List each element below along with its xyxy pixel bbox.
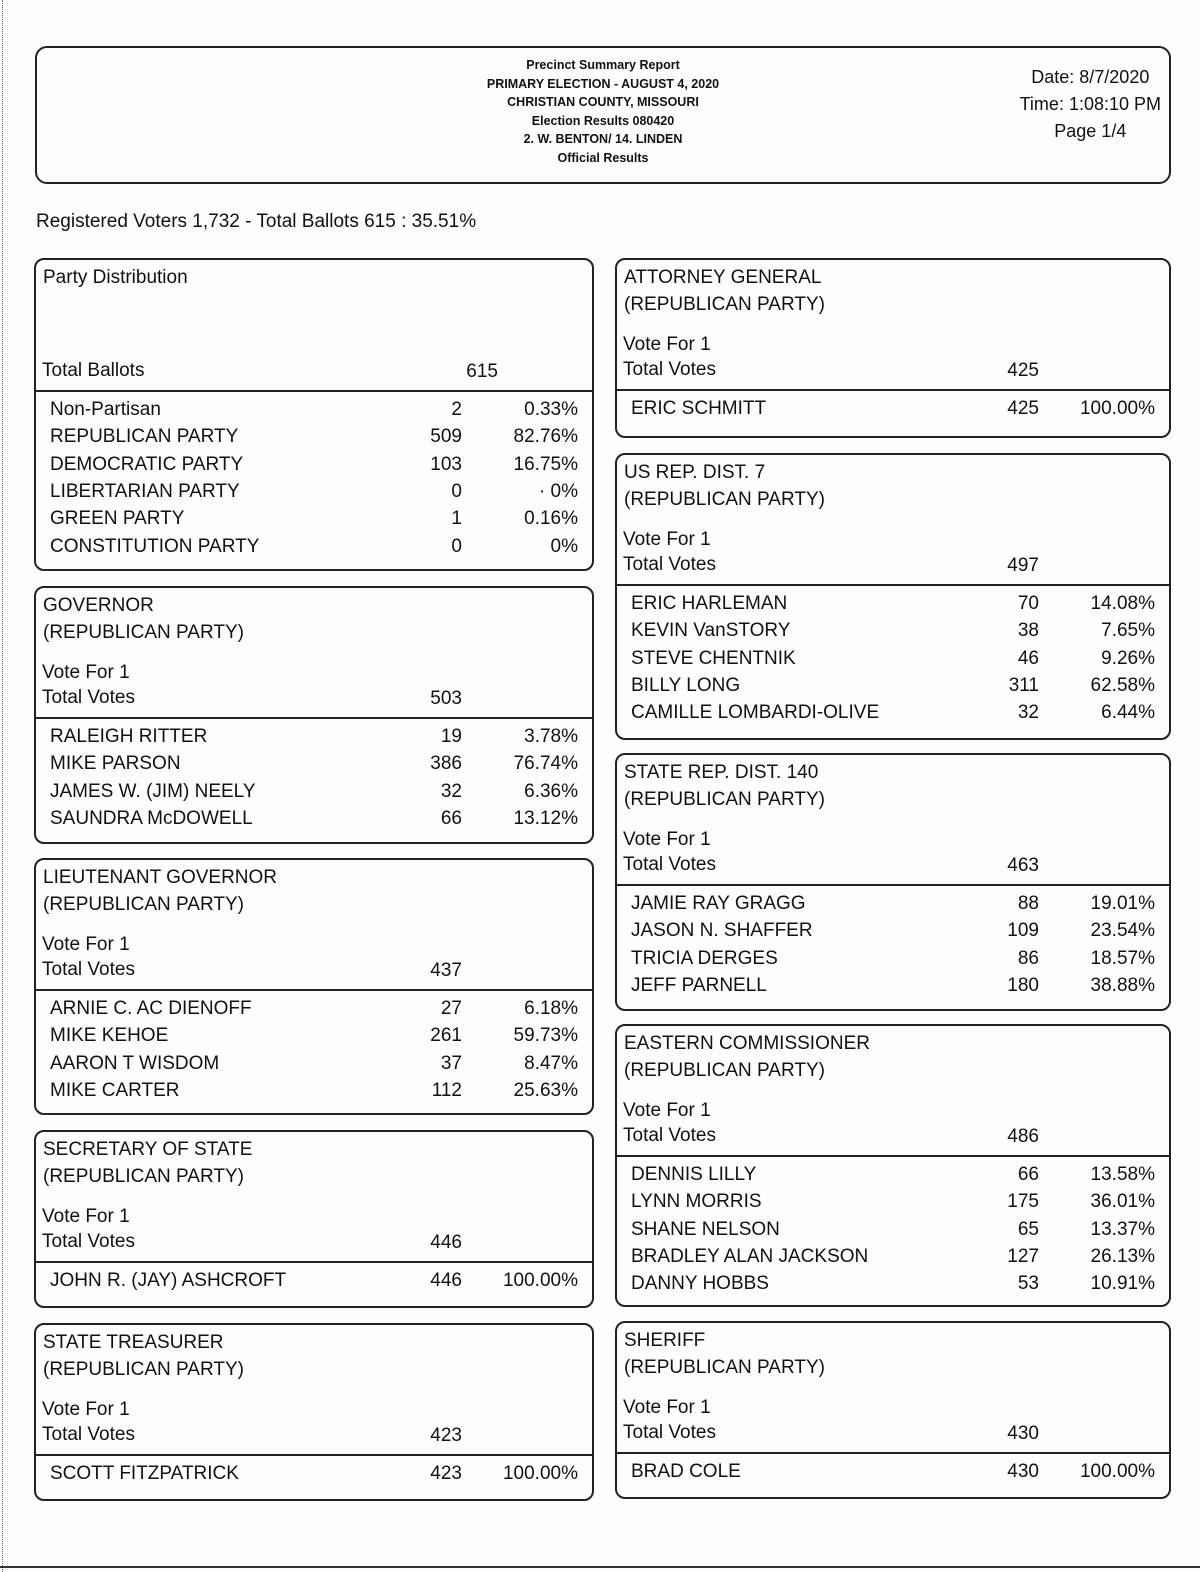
vote-percent: 23.54% bbox=[1090, 920, 1155, 942]
vote-count: 32 bbox=[440, 780, 462, 802]
vote-for-label: Vote For 1 bbox=[623, 829, 711, 850]
result-row bbox=[617, 398, 1169, 425]
race-party: (REPUBLICAN PARTY) bbox=[43, 1359, 244, 1380]
vote-percent: 7.65% bbox=[1101, 620, 1155, 642]
box-title bbox=[43, 264, 188, 291]
secretary-of-state-race-box bbox=[34, 1130, 594, 1308]
vote-count: 430 bbox=[1007, 1461, 1039, 1482]
vote-percent: 38.88% bbox=[1090, 974, 1155, 996]
box-title bbox=[624, 1030, 870, 1084]
total-votes-label: Total Votes bbox=[42, 687, 135, 708]
page-edge-bottom bbox=[0, 1566, 1200, 1568]
candidate-name: BILLY LONG bbox=[631, 674, 741, 696]
candidate-name: LYNN MORRIS bbox=[631, 1191, 762, 1213]
box-title bbox=[624, 759, 825, 813]
box-title bbox=[43, 592, 244, 646]
vote-percent: 19.01% bbox=[1090, 893, 1155, 914]
vote-percent: 13.12% bbox=[513, 807, 578, 829]
results-status: Official Results bbox=[557, 150, 649, 165]
vote-percent: 13.37% bbox=[1090, 1218, 1155, 1240]
vote-count: 175 bbox=[1007, 1191, 1039, 1213]
result-row bbox=[36, 1463, 592, 1490]
vote-count: 66 bbox=[440, 807, 462, 829]
candidate-name: ERIC SCHMITT bbox=[631, 398, 767, 419]
race-party: (REPUBLICAN PARTY) bbox=[624, 294, 825, 315]
vote-percent: 9.26% bbox=[1101, 647, 1155, 669]
vote-percent: 100.00% bbox=[502, 1463, 578, 1484]
divider bbox=[617, 584, 1169, 586]
result-row bbox=[617, 1246, 1169, 1273]
us-rep-dist-7-race-box bbox=[615, 453, 1171, 740]
result-row bbox=[36, 454, 592, 481]
vote-percent: 26.13% bbox=[1090, 1245, 1155, 1267]
divider bbox=[617, 1452, 1169, 1454]
vote-for-label: Vote For 1 bbox=[623, 334, 711, 355]
divider bbox=[36, 390, 592, 392]
candidate-name: AARON T WISDOM bbox=[50, 1052, 220, 1074]
result-row bbox=[617, 702, 1169, 729]
candidate-name: ERIC HARLEMAN bbox=[631, 593, 788, 614]
result-row bbox=[617, 893, 1169, 920]
total-ballots-value: 615 bbox=[466, 361, 498, 382]
vote-percent: 14.08% bbox=[1090, 593, 1155, 614]
candidate-name: KEVIN VanSTORY bbox=[631, 620, 791, 642]
vote-percent: 25.63% bbox=[513, 1079, 578, 1101]
page-number: Page 1/4 bbox=[1054, 121, 1127, 141]
candidate-name: REPUBLICAN PARTY bbox=[50, 426, 239, 448]
vote-count: 53 bbox=[1017, 1273, 1039, 1295]
candidate-name: DENNIS LILLY bbox=[631, 1164, 757, 1185]
total-votes-value: 497 bbox=[1007, 555, 1039, 576]
vote-count: 423 bbox=[430, 1463, 462, 1484]
vote-for-label: Vote For 1 bbox=[623, 1100, 711, 1121]
result-row bbox=[617, 920, 1169, 947]
vote-count: 509 bbox=[430, 426, 462, 448]
box-title bbox=[43, 864, 277, 918]
vote-count: 32 bbox=[1017, 702, 1039, 724]
result-row bbox=[617, 675, 1169, 702]
divider bbox=[617, 389, 1169, 391]
vote-for-label: Vote For 1 bbox=[42, 1206, 130, 1227]
candidate-name: MIKE CARTER bbox=[50, 1079, 180, 1101]
race-party: (REPUBLICAN PARTY) bbox=[43, 894, 244, 915]
candidate-name: SHANE NELSON bbox=[631, 1218, 780, 1240]
candidate-name: JASON N. SHAFFER bbox=[631, 920, 813, 942]
vote-percent: 59.73% bbox=[513, 1025, 578, 1047]
divider bbox=[617, 1155, 1169, 1157]
race-party: (REPUBLICAN PARTY) bbox=[43, 622, 244, 643]
vote-percent: 100.00% bbox=[1079, 398, 1155, 419]
total-votes-value: 425 bbox=[1007, 360, 1039, 381]
vote-count: 70 bbox=[1017, 593, 1039, 614]
lieutenant-governor-race-box bbox=[34, 858, 594, 1115]
vote-count: 425 bbox=[1007, 398, 1039, 419]
precinct-name: 2. W. BENTON/ 14. LINDEN bbox=[523, 132, 683, 147]
election-name: PRIMARY ELECTION - AUGUST 4, 2020 bbox=[486, 76, 720, 91]
race-party: (REPUBLICAN PARTY) bbox=[624, 1357, 825, 1378]
result-row bbox=[36, 1025, 592, 1052]
vote-for-label: Vote For 1 bbox=[42, 1399, 130, 1420]
result-row bbox=[36, 1080, 592, 1107]
candidate-name: SCOTT FITZPATRICK bbox=[50, 1463, 239, 1484]
result-row bbox=[36, 753, 592, 780]
result-row bbox=[617, 648, 1169, 675]
vote-percent: 100.00% bbox=[1079, 1461, 1155, 1482]
vote-count: 261 bbox=[430, 1025, 462, 1047]
candidate-name: CONSTITUTION PARTY bbox=[50, 535, 260, 557]
result-row bbox=[36, 781, 592, 808]
vote-percent: 3.78% bbox=[524, 726, 578, 747]
vote-percent: 6.18% bbox=[524, 998, 578, 1019]
vote-percent: 0.16% bbox=[524, 508, 578, 530]
candidate-name: STEVE CHENTNIK bbox=[631, 647, 796, 669]
race-title: SHERIFF bbox=[624, 1330, 706, 1351]
total-votes-value: 430 bbox=[1007, 1423, 1039, 1444]
vote-count: 2 bbox=[451, 399, 462, 420]
race-party: (REPUBLICAN PARTY) bbox=[624, 1060, 825, 1081]
result-row bbox=[617, 1219, 1169, 1246]
attorney-general-race-box bbox=[615, 258, 1171, 438]
vote-count: 1 bbox=[451, 508, 462, 530]
vote-for-label: Vote For 1 bbox=[42, 662, 130, 683]
candidate-name: MIKE KEHOE bbox=[50, 1025, 169, 1047]
vote-percent: 76.74% bbox=[513, 753, 578, 775]
race-title: ATTORNEY GENERAL bbox=[624, 267, 822, 288]
vote-count: 446 bbox=[430, 1270, 462, 1291]
results-id: Election Results 080420 bbox=[531, 113, 675, 128]
result-row bbox=[36, 998, 592, 1025]
party-distribution-box bbox=[34, 258, 594, 571]
candidate-name: JAMIE RAY GRAGG bbox=[631, 893, 806, 914]
vote-for-label: Vote For 1 bbox=[623, 1397, 711, 1418]
total-votes-label: Total Votes bbox=[623, 1422, 716, 1443]
governor-race-box bbox=[34, 586, 594, 844]
candidate-name: DEMOCRATIC PARTY bbox=[50, 453, 244, 475]
result-row bbox=[617, 1461, 1169, 1488]
vote-count: 86 bbox=[1017, 947, 1039, 969]
total-votes-value: 463 bbox=[1007, 855, 1039, 876]
vote-count: 19 bbox=[440, 726, 462, 747]
total-votes-label: Total Votes bbox=[42, 1424, 135, 1445]
candidate-name: Non-Partisan bbox=[50, 399, 161, 420]
candidate-name: DANNY HOBBS bbox=[631, 1273, 769, 1295]
vote-for-label: Vote For 1 bbox=[42, 934, 130, 955]
race-title: EASTERN COMMISSIONER bbox=[624, 1033, 870, 1054]
vote-percent: 8.47% bbox=[524, 1052, 578, 1074]
vote-count: 180 bbox=[1007, 974, 1039, 996]
candidate-name: ARNIE C. AC DIENOFF bbox=[50, 998, 252, 1019]
vote-count: 109 bbox=[1007, 920, 1039, 942]
race-title: LIEUTENANT GOVERNOR bbox=[43, 867, 278, 888]
box-title bbox=[624, 1327, 825, 1381]
vote-percent: 100.00% bbox=[502, 1270, 578, 1291]
result-row bbox=[36, 426, 592, 453]
candidate-name: JAMES W. (JIM) NEELY bbox=[50, 780, 256, 802]
result-row bbox=[617, 593, 1169, 620]
vote-count: 112 bbox=[431, 1079, 462, 1101]
candidate-name: MIKE PARSON bbox=[50, 753, 181, 775]
vote-count: 88 bbox=[1017, 893, 1039, 914]
race-title: STATE REP. DIST. 140 bbox=[624, 762, 819, 783]
divider bbox=[36, 1454, 592, 1456]
vote-for-label: Vote For 1 bbox=[623, 529, 711, 550]
box-title-line: Party Distribution bbox=[43, 267, 188, 288]
vote-count: 27 bbox=[440, 998, 462, 1019]
race-title: STATE TREASURER bbox=[43, 1332, 224, 1353]
vote-percent: 62.58% bbox=[1090, 674, 1155, 696]
result-row bbox=[617, 948, 1169, 975]
race-party: (REPUBLICAN PARTY) bbox=[43, 1166, 244, 1187]
candidate-name: BRADLEY ALAN JACKSON bbox=[631, 1245, 869, 1267]
race-title: US REP. DIST. 7 bbox=[624, 462, 766, 483]
box-title bbox=[43, 1136, 252, 1190]
box-title bbox=[624, 459, 825, 513]
report-date: Date: 8/7/2020 bbox=[1031, 67, 1150, 87]
candidate-name: BRAD COLE bbox=[631, 1461, 741, 1482]
result-row bbox=[36, 726, 592, 753]
result-row bbox=[36, 536, 592, 563]
result-row bbox=[36, 508, 592, 535]
divider bbox=[36, 989, 592, 991]
result-row bbox=[36, 1053, 592, 1080]
total-votes-value: 423 bbox=[430, 1425, 462, 1446]
vote-percent: 0.33% bbox=[524, 399, 578, 420]
total-votes-label: Total Votes bbox=[623, 359, 716, 380]
result-row bbox=[36, 808, 592, 835]
race-title: GOVERNOR bbox=[43, 595, 154, 616]
page-edge-left bbox=[2, 0, 3, 1572]
total-votes-label: Total Votes bbox=[42, 959, 135, 980]
vote-percent: 16.75% bbox=[513, 453, 578, 475]
vote-count: 0 bbox=[451, 535, 462, 557]
vote-percent: 36.01% bbox=[1090, 1191, 1155, 1213]
vote-count: 103 bbox=[430, 453, 462, 475]
total-votes-label: Total Votes bbox=[42, 1231, 135, 1252]
candidate-name: GREEN PARTY bbox=[50, 508, 185, 530]
vote-percent: 82.76% bbox=[513, 426, 578, 448]
sheriff-race-box bbox=[615, 1321, 1171, 1499]
box-title bbox=[624, 264, 825, 318]
vote-count: 127 bbox=[1007, 1245, 1039, 1267]
divider bbox=[36, 1261, 592, 1263]
candidate-name: SAUNDRA McDOWELL bbox=[50, 807, 253, 829]
candidate-name: RALEIGH RITTER bbox=[50, 726, 208, 747]
result-row bbox=[617, 1273, 1169, 1300]
box-title bbox=[43, 1329, 244, 1383]
candidate-name: LIBERTARIAN PARTY bbox=[50, 480, 240, 502]
report-time: Time: 1:08:10 PM bbox=[1019, 94, 1161, 114]
race-party: (REPUBLICAN PARTY) bbox=[624, 789, 825, 810]
total-votes-label: Total Votes bbox=[623, 1125, 716, 1146]
divider bbox=[617, 884, 1169, 886]
vote-count: 66 bbox=[1017, 1164, 1039, 1185]
divider bbox=[36, 717, 592, 719]
vote-percent: 0% bbox=[550, 535, 578, 557]
vote-count: 386 bbox=[430, 753, 462, 775]
report-header bbox=[35, 46, 1171, 184]
vote-count: 38 bbox=[1017, 620, 1039, 642]
vote-count: 46 bbox=[1017, 647, 1039, 669]
race-title: SECRETARY OF STATE bbox=[43, 1139, 253, 1160]
result-row bbox=[617, 620, 1169, 647]
state-rep-dist-140-race-box bbox=[615, 753, 1171, 1011]
county-name: CHRISTIAN COUNTY, MISSOURI bbox=[507, 95, 699, 110]
vote-percent: 6.36% bbox=[524, 780, 578, 802]
result-row bbox=[617, 1164, 1169, 1191]
result-row bbox=[617, 1191, 1169, 1218]
total-votes-value: 486 bbox=[1007, 1126, 1039, 1147]
result-row bbox=[36, 481, 592, 508]
candidate-name: JEFF PARNELL bbox=[631, 974, 767, 996]
candidate-name: TRICIA DERGES bbox=[631, 947, 778, 969]
total-votes-value: 437 bbox=[430, 960, 462, 981]
candidate-name: CAMILLE LOMBARDI-OLIVE bbox=[631, 702, 880, 724]
vote-percent: 18.57% bbox=[1090, 947, 1155, 969]
candidate-name: JOHN R. (JAY) ASHCROFT bbox=[50, 1270, 287, 1291]
vote-percent: 10.91% bbox=[1090, 1273, 1155, 1295]
report-meta bbox=[1020, 64, 1161, 145]
state-treasurer-race-box bbox=[34, 1323, 594, 1501]
vote-count: 37 bbox=[440, 1052, 462, 1074]
result-row bbox=[36, 399, 592, 426]
vote-percent: 6.44% bbox=[1101, 702, 1155, 724]
report-title: Precinct Summary Report bbox=[526, 58, 680, 72]
registered-voters-summary: Registered Voters 1,732 - Total Ballots 615 : 35.51% bbox=[36, 211, 477, 232]
report-title-block bbox=[37, 56, 1169, 168]
race-party: (REPUBLICAN PARTY) bbox=[624, 489, 825, 510]
total-votes-value: 446 bbox=[430, 1232, 462, 1253]
total-ballots-label: Total Ballots bbox=[42, 360, 145, 381]
total-votes-label: Total Votes bbox=[623, 854, 716, 875]
vote-count: 0 bbox=[451, 480, 462, 502]
vote-percent: 13.58% bbox=[1090, 1164, 1155, 1185]
vote-count: 311 bbox=[1008, 674, 1039, 696]
total-votes-label: Total Votes bbox=[623, 554, 716, 575]
total-votes-value: 503 bbox=[430, 688, 462, 709]
result-row bbox=[617, 975, 1169, 1002]
vote-count: 65 bbox=[1017, 1218, 1039, 1240]
vote-percent: · 0% bbox=[538, 480, 578, 502]
result-row bbox=[36, 1270, 592, 1297]
eastern-commissioner-race-box bbox=[615, 1024, 1171, 1307]
